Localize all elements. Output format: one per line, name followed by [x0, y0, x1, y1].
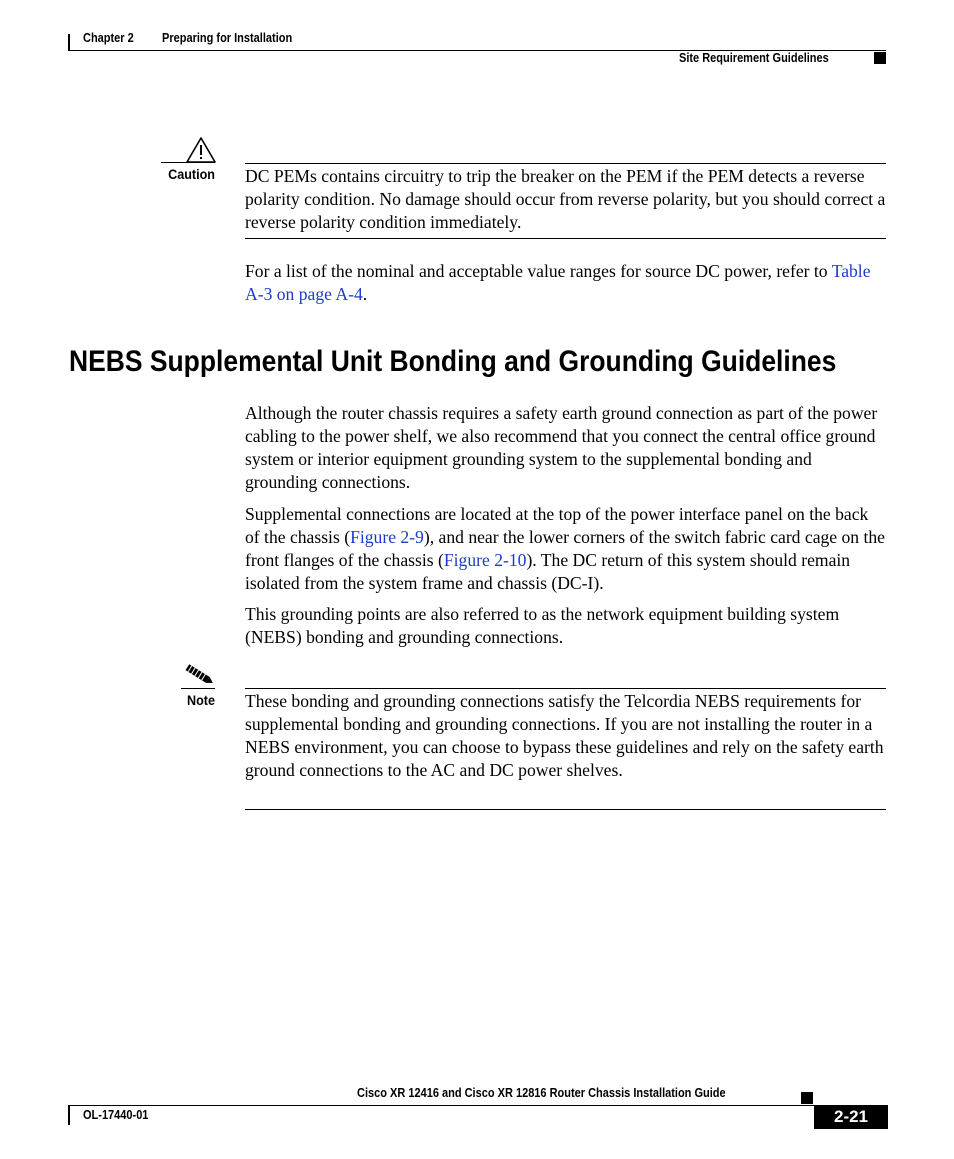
note-label-rule	[181, 688, 215, 689]
intro-text: For a list of the nominal and acceptable value ranges for source DC power, refer to	[245, 261, 832, 281]
footer-guide-title: Cisco XR 12416 and Cisco XR 12816 Router Chassis Installation Guide	[357, 1086, 726, 1100]
caution-bottom-rule	[245, 238, 886, 239]
intro-text-end: .	[362, 284, 368, 304]
paragraph-2	[245, 503, 887, 595]
intro-paragraph	[245, 260, 887, 306]
table-a3-link[interactable]: Table A-3 on page A-4	[245, 261, 871, 304]
caution-text	[245, 165, 887, 234]
figure-2-10-link[interactable]: Figure 2-10	[443, 550, 527, 570]
footer-doc-number: OL-17440-01	[83, 1108, 149, 1122]
caution-label: Caution	[168, 166, 215, 182]
note-text	[245, 690, 887, 782]
caution-paragraph: DC PEMs contains circuitry to trip the breaker on the PEM if the PEM detects a reverse polarity condition. No damage should occur from reverse polarity, but you should correct a reverse polarity condition immediately.	[245, 166, 886, 232]
caution-icon	[185, 136, 217, 164]
caution-label-rule	[161, 162, 215, 163]
section-heading: NEBS Supplemental Unit Bonding and Grounding Guidelines	[69, 345, 837, 378]
header-chapter-title: Preparing for Installation	[162, 31, 293, 45]
header-marker-square	[874, 52, 886, 64]
note-paragraph: These bonding and grounding connections satisfy the Telcordia NEBS requirements for supplemental bonding and grounding connections. If you are not installing the router in a NEBS environment, you can choose to bypass these guidelines and rely on the safety earth ground connections to the AC and DC power shelves.	[245, 691, 884, 780]
paragraph-2-text-a: Supplemental connections are located at the top of the power interface panel on the back of the chassis (	[245, 504, 869, 547]
note-label: Note	[186, 692, 215, 708]
paragraph-3-text: This grounding points are also referred to as the network equipment building system (NEBS) bonding and grounding connections.	[245, 604, 840, 647]
note-bottom-rule	[245, 809, 886, 810]
header-left-bar	[68, 34, 70, 51]
caution-top-rule	[245, 163, 886, 164]
footer-left-bar	[68, 1105, 70, 1125]
note-top-rule	[245, 688, 886, 689]
paragraph-2-text-c: ). The DC return of this system should remain isolated from the system frame and chassis (DC-I).	[245, 550, 851, 593]
header-chapter: Chapter 2	[83, 31, 134, 45]
paragraph-1	[245, 402, 887, 494]
footer-rule	[68, 1105, 886, 1106]
paragraph-3	[245, 603, 887, 649]
page-number: 2-21	[814, 1105, 888, 1129]
paragraph-1-text: Although the router chassis requires a safety earth ground connection as part of the power cabling to the power shelf, we also recommend that you connect the central office ground system or interior equipment grounding system to the supplemental bonding and grounding connections.	[245, 403, 878, 492]
figure-2-9-link[interactable]: Figure 2-9	[350, 527, 424, 547]
note-pencil-icon	[182, 661, 216, 689]
footer-marker-square	[801, 1092, 813, 1104]
header-section: Site Requirement Guidelines	[679, 51, 829, 65]
paragraph-2-text-b: ), and near the lower corners of the switch fabric card cage on the front flanges of the chassis (	[245, 527, 885, 570]
